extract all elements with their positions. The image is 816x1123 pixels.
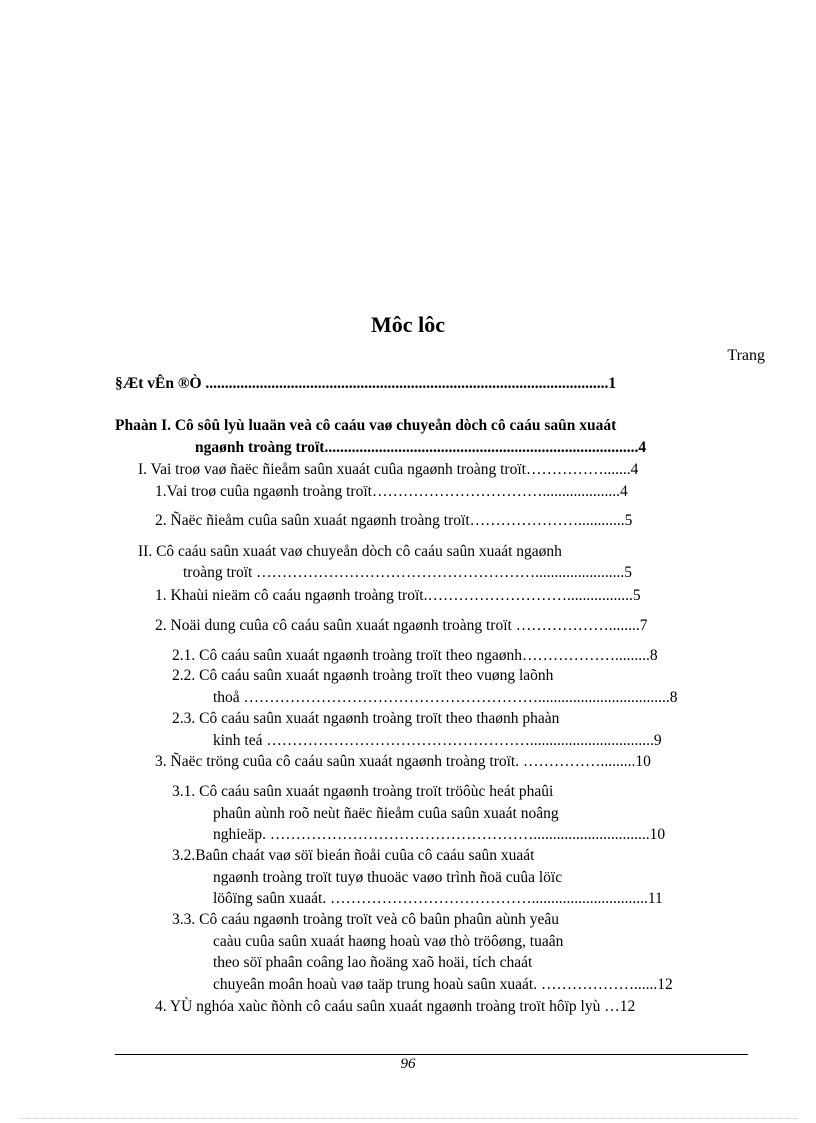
toc-entry-continued: caàu cuûa saûn xuaát haøng hoaù vaø thò tröôøng, tuaân (213, 933, 564, 950)
toc-entry: 3. Ñaëc tröng cuûa cô caáu saûn xuaát ngaønh troàng troït. …………….........10 (155, 753, 651, 770)
page-edge-divider (20, 1118, 796, 1119)
page-column-header: Trang (727, 347, 765, 364)
toc-entry: 2.2. Cô caáu saûn xuaát ngaønh troàng troït theo vuøng laõnh (172, 667, 554, 684)
toc-entry: 1. Khaùi nieäm cô caáu ngaønh troàng troït.……………………….................5 (155, 587, 641, 604)
toc-entry: 1.Vai troø cuûa ngaønh troàng troït……………………………....................4 (155, 483, 628, 500)
toc-entry: 2.3. Cô caáu saûn xuaát ngaønh troàng troït theo thaønh phaàn (172, 710, 560, 727)
toc-entry: 3.2.Baûn chaát vaø söï bieán ñoåi cuûa cô caáu saûn xuaát (172, 847, 535, 864)
toc-entry: I. Vai troø vaø ñaëc ñieåm saûn xuaát cuûa ngaønh troàng troït…………….......4 (138, 461, 639, 478)
toc-entry-continued: chuyeân moân hoaù vaø taäp trung hoaù saûn xuaát. ………………......12 (213, 976, 673, 993)
toc-entry: 2. Noäi dung cuûa cô caáu saûn xuaát ngaønh troàng troït ………………........7 (155, 617, 648, 634)
toc-entry-continued: phaûn aùnh roõ neùt ñaëc ñieåm cuûa saûn xuaát noâng (213, 805, 559, 822)
toc-entry-continued: theo söï phaân coâng lao ñoäng xaõ hoäi, tích chaát (213, 954, 533, 971)
toc-entry: §Æt vÊn ®Ò ........................................................................................................1 (115, 375, 617, 392)
toc-entry: 2.1. Cô caáu saûn xuaát ngaønh troàng troït theo ngaønh……………….........8 (172, 647, 658, 664)
toc-entry-continued: troàng troït ……………………………………………….......................5 (183, 564, 633, 581)
toc-entry: 3.1. Cô caáu saûn xuaát ngaønh troàng troït tröôùc heát phaûi (172, 783, 554, 800)
page-title: Môc lôc (371, 312, 445, 337)
toc-entry-continued: ngaønh troàng troït.................................................................................4 (195, 439, 647, 456)
footer-divider (115, 1054, 748, 1055)
toc-entry: II. Cô caáu saûn xuaát vaø chuyeån dòch cô caáu saûn xuaát ngaønh (138, 543, 562, 560)
toc-entry-continued: kinh teá ……………………………………………................................9 (213, 732, 662, 749)
toc-entry: 2. Ñaëc ñieåm cuûa saûn xuaát ngaønh troàng troït…………………............5 (155, 512, 633, 529)
toc-entry-continued: thoå …………………………………………………..................................8 (213, 689, 678, 706)
toc-entry: Phaàn I. Cô sôû lyù luaän veà cô caáu vaø chuyeån dòch cô caáu saûn xuaát (115, 417, 617, 434)
page-number: 96 (400, 1056, 416, 1072)
toc-entry-continued: löôïng saûn xuaát. …………………………………..............................11 (213, 890, 663, 907)
toc-entry-continued: nghieäp. ……………………………………………..............................10 (213, 826, 666, 843)
toc-entry: 3.3. Cô caáu ngaønh troàng troït veà cô baûn phaûn aùnh yeâu (172, 911, 559, 928)
toc-entry: 4. YÙ nghóa xaùc ñònh cô caáu saûn xuaát ngaønh troàng troït hôïp lyù …12 (155, 998, 636, 1015)
toc-entry-continued: ngaønh troàng troït tuyø thuoäc vaøo trình ñoä cuûa löïc (213, 869, 563, 886)
